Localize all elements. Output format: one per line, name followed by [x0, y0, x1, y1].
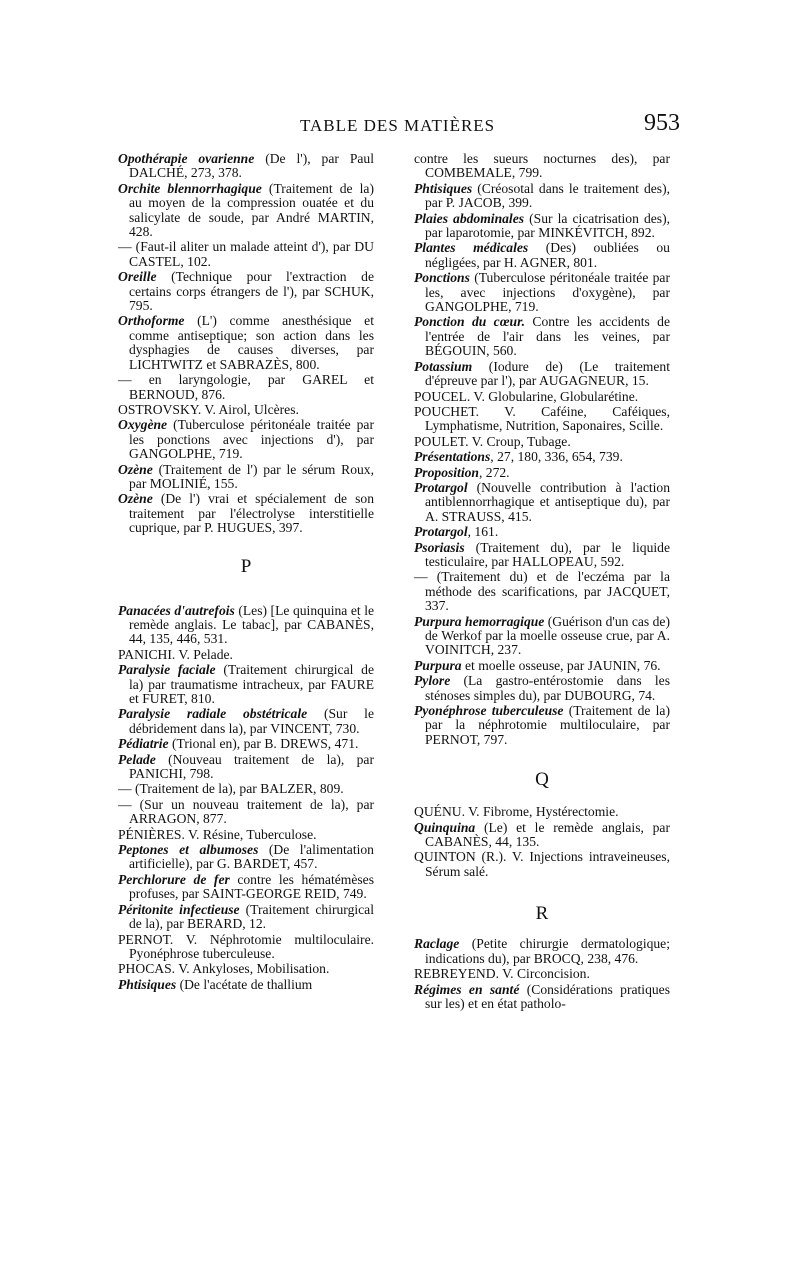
index-entry — [414, 390, 670, 404]
entry-term: Phtisiques — [118, 976, 177, 992]
entry-text: , 272. — [478, 464, 510, 480]
section-letter-q: Q — [535, 769, 549, 791]
entry-term: Régimes en santé — [414, 981, 520, 997]
entry-term: Potassium — [414, 358, 473, 374]
entry-text: (Traitement de l') par le sérum Roux, par MOLINIÉ, 155. — [129, 461, 374, 491]
entry-text: (L') comme anesthésique et comme antiseptique; son action dans les dysphagies de causes diverses, par LICHTWITZ et SABRAZÈS, 800. — [129, 313, 374, 372]
entry-term: Pelade — [118, 751, 156, 767]
entry-text: (Nouveau traitement de la), par PANICHI, 798. — [129, 751, 374, 782]
index-entry — [414, 435, 670, 449]
index-entry — [118, 648, 374, 662]
index-entry — [118, 753, 374, 782]
index-entry — [414, 182, 670, 211]
entry-text: (Tuberculose péritonéale traitée par les ponctions avec injections d'), par GANGOLPHE, 719. — [129, 417, 374, 462]
index-entry — [118, 604, 374, 647]
entry-term: Présentations — [414, 449, 491, 465]
entry-term: Péritonite infectieuse — [118, 901, 240, 917]
entry-text: (La gastro-entérostomie dans les sténoses simples du), par DUBOURG, 74. — [425, 673, 670, 703]
entry-term: Panacées d'autrefois — [118, 602, 235, 618]
index-entry — [414, 541, 670, 570]
entry-term: Protargol — [414, 524, 468, 540]
index-entry — [414, 659, 670, 673]
index-entry — [414, 315, 670, 358]
index-entry — [414, 850, 670, 879]
index-entry — [414, 983, 670, 1012]
index-entry — [118, 707, 374, 736]
entry-term: Orthoforme — [118, 313, 185, 329]
entry-term: Ponction du cœur. — [414, 314, 526, 330]
index-entry — [414, 704, 670, 747]
index-entry — [414, 821, 670, 850]
entry-term: Pylore — [414, 673, 451, 689]
index-entry — [118, 903, 374, 932]
entry-term: Psoriasis — [414, 539, 465, 555]
index-entry — [118, 240, 374, 269]
index-entry — [118, 314, 374, 372]
entry-text: (Technique pour l'extraction de certains corps étrangers de l'), par SCHUK, 795. — [129, 269, 374, 314]
entry-text: QUINTON (R.). V. Injections intraveineuses, Sérum salé. — [414, 849, 670, 879]
entry-text: (Sur le débridement dans la), par VINCENT, 730. — [129, 706, 374, 736]
index-entry — [414, 937, 670, 966]
entry-term: Ozène — [118, 461, 153, 477]
index-entry — [414, 466, 670, 480]
entry-text: , 27, 180, 336, 654, 739. — [490, 449, 623, 465]
index-entry — [414, 481, 670, 524]
entries-o — [118, 152, 374, 536]
index-entry — [118, 270, 374, 313]
entry-text: PERNOT. V. Néphrotomie multiloculaire. Pyonéphrose tuberculeuse. — [118, 931, 374, 961]
entry-term: Paralysie radiale obstétricale — [118, 706, 308, 722]
entry-term: Oreille — [118, 269, 157, 285]
index-entry — [414, 152, 670, 181]
index-entry — [414, 570, 670, 613]
entry-text: (Considérations pratiques sur les) et en état patholo- — [425, 981, 670, 1011]
index-entry — [414, 967, 670, 981]
entry-text: (Traitement chirurgical de la), par BERARD, 12. — [129, 901, 374, 932]
index-entry — [118, 978, 374, 992]
entry-text: et moelle osseuse, par JAUNIN, 76. — [461, 657, 661, 673]
index-entry — [118, 663, 374, 706]
entry-text: POUCEL. V. Globularine, Globularétine. — [414, 388, 639, 404]
entry-text: — (Sur un nouveau traitement de la), par ARRAGON, 877. — [118, 796, 374, 827]
entry-text: (De l'), par Paul DALCHÉ, 273, 378. — [129, 151, 374, 181]
index-entry — [414, 271, 670, 314]
entry-text: OSTROVSKY. V. Airol, Ulcères. — [118, 401, 299, 417]
entry-term: Ozène — [118, 491, 153, 507]
index-entry — [118, 933, 374, 962]
index-entry — [118, 798, 374, 827]
index-entry — [414, 405, 670, 434]
entry-term: Raclage — [414, 936, 460, 952]
entry-term: Paralysie faciale — [118, 662, 216, 678]
entry-text: (Traitement chirurgical de la) par traumatisme intracheux, par FAURE et FURET, 810. — [129, 662, 374, 706]
entry-term: Peptones et albumoses — [118, 842, 259, 858]
index-entry — [414, 450, 670, 464]
entry-term: Proposition — [414, 464, 479, 480]
index-entry — [414, 805, 670, 819]
entry-text: (Iodure de) (Le traitement d'épreuve par l'), par AUGAGNEUR, 15. — [425, 358, 670, 389]
entry-text: PANICHI. V. Pelade. — [118, 646, 233, 662]
entry-text: PÉNIÈRES. V. Résine, Tuberculose. — [118, 826, 317, 842]
index-entry — [118, 418, 374, 461]
entry-term: Pyonéphrose tuberculeuse — [414, 703, 564, 719]
entry-text: — (Faut-il aliter un malade atteint d'), par DU CASTEL, 102. — [118, 239, 374, 269]
index-entry — [414, 241, 670, 270]
entry-text: contre les sueurs nocturnes des), par COMBEMALE, 799. — [414, 151, 670, 181]
entry-text: (Des) oubliées ou négligées, par H. AGNER, 801. — [425, 240, 670, 270]
index-entry — [118, 843, 374, 872]
entry-text: (De l'alimentation artificielle), par G. BARDET, 457. — [129, 842, 374, 872]
index-entry — [118, 962, 374, 976]
entry-text: — (Traitement de la), par BALZER, 809. — [118, 781, 344, 797]
entry-term: Plaies abdominales — [414, 210, 525, 226]
entry-text: (Sur la cicatrisation des), par laparotomie, par MINKÉVITCH, 892. — [425, 210, 670, 241]
entry-text: Contre les accidents de l'entrée de l'air dans les veines, par BÉGOUIN, 560. — [425, 314, 670, 359]
entry-text: , 161. — [467, 524, 499, 540]
entry-text: (De l') vrai et spécialement de son traitement par l'électrolyse interstitielle cuprique, par P. HUGUES, 397. — [129, 491, 374, 536]
index-entry — [118, 828, 374, 842]
entry-text: (Petite chirurgie dermatologique; indications du), par BROCQ, 238, 476. — [425, 936, 670, 966]
index-entry — [414, 674, 670, 703]
entry-term: Pédiatrie — [118, 736, 169, 752]
right-column — [414, 152, 670, 1012]
index-entry — [414, 360, 670, 389]
entry-term: Quinquina — [414, 819, 476, 835]
entry-term: Purpura hemorragique — [414, 613, 545, 629]
section-letter-r: R — [535, 903, 549, 925]
entry-text: (Créosotal dans le traitement des), par P. JACOB, 399. — [425, 180, 670, 211]
entry-text: (Traitement de la) au moyen de la compression ouatée et du salicylate de soude, par André MARTIN, 428. — [129, 180, 374, 240]
entry-text: QUÉNU. V. Fibrome, Hystérectomie. — [414, 804, 619, 820]
entry-text: (Traitement du), par le liquide testiculaire, par HALLOPEAU, 592. — [425, 539, 670, 569]
entry-term: Purpura — [414, 657, 462, 673]
entry-text: (Guérison d'un cas de) de Werkof par la moelle osseuse crue, par A. VOINITCH, 237. — [425, 613, 670, 658]
page-number: 953 — [644, 110, 680, 136]
index-entry — [118, 737, 374, 751]
entry-term: Opothérapie ovarienne — [118, 151, 255, 166]
entry-text: (Nouvelle contribution à l'action antiblennorrhagique et antiseptique du), par A. STRAUSS, 415. — [425, 479, 670, 524]
running-title: TABLE DES MATIÈRES — [300, 116, 496, 135]
entry-text: POULET. V. Croup, Tubage. — [414, 433, 571, 449]
entry-term: Protargol — [414, 479, 468, 495]
index-entry — [414, 212, 670, 241]
entries-p — [118, 604, 374, 993]
index-entry — [118, 873, 374, 902]
entry-text: POUCHET. V. Caféine, Caféiques, Lymphatisme, Nutrition, Saponaires, Scille. — [414, 403, 670, 434]
entry-text: (Traitement de la) par la néphrotomie multiloculaire, par PERNOT, 797. — [425, 703, 670, 747]
index-entry — [118, 152, 374, 181]
entry-text: (Le) et le remède anglais, par CABANÈS, 44, 135. — [425, 819, 670, 850]
entry-term: Oxygène — [118, 417, 168, 433]
entry-term: Perchlorure de fer — [118, 871, 230, 887]
entry-text: REBREYEND. V. Circoncision. — [414, 966, 590, 982]
index-entry — [118, 463, 374, 492]
entry-text: — (Traitement du) et de l'eczéma par la méthode des scarifications, par JACQUET, 337. — [414, 569, 670, 614]
entry-text: (Les) [Le quinquina et le remède anglais. Le tabac], par CABANÈS, 44, 135, 446, 531. — [129, 602, 375, 647]
entries-q — [414, 805, 670, 879]
entry-text: — en laryngologie, par GAREL et BERNOUD, 876. — [118, 372, 374, 402]
index-entry — [118, 782, 374, 796]
index-entry — [414, 525, 670, 539]
entries-r — [414, 937, 670, 1011]
entry-term: Ponctions — [414, 270, 470, 286]
entry-text: (De l'acétate de thallium — [176, 976, 313, 992]
section-letter-p: P — [240, 555, 252, 577]
entry-text: PHOCAS. V. Ankyloses, Mobilisation. — [118, 961, 330, 977]
entries-p-continued — [414, 152, 670, 747]
index-entry — [118, 492, 374, 535]
entry-term: Phtisiques — [414, 180, 473, 196]
index-entry — [118, 182, 374, 240]
entry-term: Orchite blennorrhagique — [118, 180, 262, 196]
page-header — [120, 110, 680, 146]
entry-text: (Trional en), par B. DREWS, 471. — [168, 736, 359, 752]
entry-text: contre les hématémèses profuses, par SAINT-GEORGE REID, 749. — [129, 871, 374, 902]
entry-term: Plantes médicales — [414, 240, 529, 256]
index-entry — [118, 403, 374, 417]
index-entry — [118, 373, 374, 402]
entry-text: (Tuberculose péritonéale traitée par les, avec injections d'oxygène), par GANGOLPHE, 719. — [425, 270, 670, 315]
index-entry — [414, 615, 670, 658]
left-column — [118, 152, 374, 993]
